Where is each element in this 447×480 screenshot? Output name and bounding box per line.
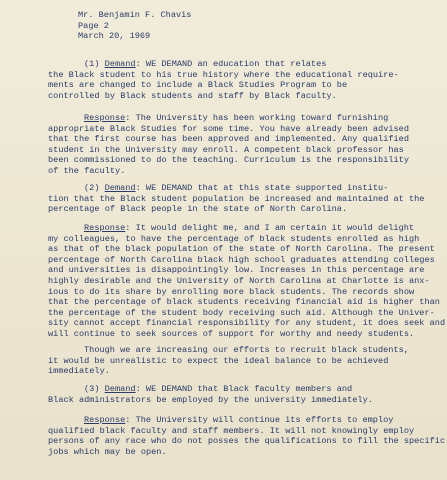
line-text: as that of the black population of the state of North Carolina. The present	[48, 244, 435, 255]
text-line	[48, 193, 425, 205]
line-text: controlled by Black students and staff by Black faculty.	[48, 90, 337, 101]
underlined-label: Response	[84, 113, 126, 123]
line-text: been commissioned to do the teaching. Curriculum is the responsibility	[48, 155, 409, 166]
line-text: : WE DEMAND an education that relates	[135, 59, 327, 69]
text-line	[48, 123, 409, 135]
letter-header	[78, 10, 378, 42]
line-text: : It would delight me, and I am certain it would delight	[125, 223, 415, 233]
line-text: (1)	[84, 59, 105, 69]
text-line	[48, 244, 435, 255]
line-text: : WE DEMAND that Black faculty members and	[135, 384, 353, 394]
text-line	[48, 436, 446, 447]
text-line	[48, 204, 403, 215]
paragraph-response-2-continued	[48, 345, 409, 377]
line-text: percentage of North Carolina black high school graduates attending colleges	[48, 254, 435, 265]
paragraph-response-2	[48, 223, 446, 340]
line-text: student in the University may enroll. A competent black professor has	[48, 144, 404, 155]
line-text: and universities is disappointingly low. Increases in this percentage are	[48, 265, 425, 276]
text-line	[48, 134, 409, 145]
line-text: the Black student to his true history where the educational require-	[48, 69, 399, 80]
line-text: highly desirable and the University of North Carolina at Charlotte is anx-	[48, 275, 430, 286]
line-text: that the first course has been approved and implemented. Any qualified	[48, 134, 409, 145]
paragraph-response-3	[48, 415, 446, 457]
underlined-label: Demand	[104, 384, 136, 394]
line-text: that the percentage of black students receiving financial aid is higher than	[48, 297, 440, 308]
text-line	[48, 155, 409, 166]
text-line	[48, 275, 430, 287]
line-text: the percentage of the student body receiving such aid. Although the Univer-	[48, 307, 435, 318]
text-line	[48, 91, 403, 102]
underlined-label: Response	[84, 415, 126, 425]
page-number: Page 2	[78, 20, 109, 31]
text-line	[48, 395, 403, 406]
line-text: : WE DEMAND that at this state supported institu-	[135, 183, 389, 193]
text-line	[48, 166, 403, 177]
text-line	[48, 384, 403, 395]
text-line	[48, 307, 435, 319]
text-line	[48, 59, 403, 70]
text-line	[48, 297, 440, 308]
underlined-label: Response	[84, 223, 126, 233]
text-line	[48, 113, 403, 124]
text-line	[48, 415, 403, 426]
line-text: my colleagues, to have the percentage of black students enrolled as high	[48, 233, 420, 244]
line-text: persons of any race who do not posses the qualifications to fill the specific	[48, 436, 446, 447]
line-text: : The University has been working toward furnishing	[125, 113, 389, 123]
text-line	[48, 80, 403, 91]
line-text: (2)	[84, 183, 105, 193]
paragraph-demand-3	[48, 384, 403, 405]
paragraph-demand-2	[48, 183, 425, 215]
underlined-label: Demand	[104, 59, 136, 69]
text-line	[48, 447, 403, 458]
line-text: percentage of Black people in the state of North Carolina.	[48, 204, 348, 215]
text-line	[48, 425, 415, 437]
line-text: will continue to seek sources of support for worthy and needy students.	[48, 328, 415, 339]
line-text: immediately.	[48, 366, 110, 377]
line-text: jobs which may be open.	[48, 446, 167, 457]
text-line	[48, 233, 420, 245]
text-line	[48, 145, 403, 156]
line-text: appropriate Black Studies for some time. You have already been advised	[48, 123, 409, 134]
text-line	[48, 286, 415, 298]
line-text: ious to do its share by enrolling more black students. The records show	[48, 286, 415, 297]
paragraph-demand-1	[48, 59, 403, 101]
text-line	[48, 366, 403, 377]
text-line	[48, 70, 403, 81]
line-text: : The University will continue its efforts to employ	[125, 415, 394, 425]
paragraph-response-1	[48, 113, 409, 177]
line-text: it would be unrealistic to expect the ideal balance to be achieved	[48, 355, 389, 366]
text-line	[48, 183, 403, 194]
line-text: ments are changed to include a Black Studies Program to be	[48, 80, 348, 91]
line-text: sity cannot accept financial responsibility for any student, it does seek and	[48, 318, 446, 329]
text-line	[48, 345, 409, 356]
letter-date: March 20, 1969	[78, 31, 151, 42]
line-text: qualified black faculty and staff members. It will not knowingly employ	[48, 425, 415, 436]
text-line	[48, 223, 415, 234]
underlined-label: Demand	[104, 183, 136, 193]
text-line	[48, 254, 435, 266]
text-line	[48, 328, 415, 340]
line-text: of the faculty.	[48, 165, 126, 176]
line-text: Though we are increasing our efforts to recruit black students,	[84, 345, 409, 355]
text-line	[48, 318, 446, 329]
text-line	[48, 356, 403, 367]
text-line	[48, 265, 425, 276]
line-text: (3)	[84, 384, 105, 394]
line-text: Black administrators be employed by the university immediately.	[48, 394, 373, 405]
line-text: tion that the Black student population be increased and maintained at the	[48, 193, 425, 204]
recipient-line: Mr. Benjamin F. Chavis	[78, 10, 192, 20]
